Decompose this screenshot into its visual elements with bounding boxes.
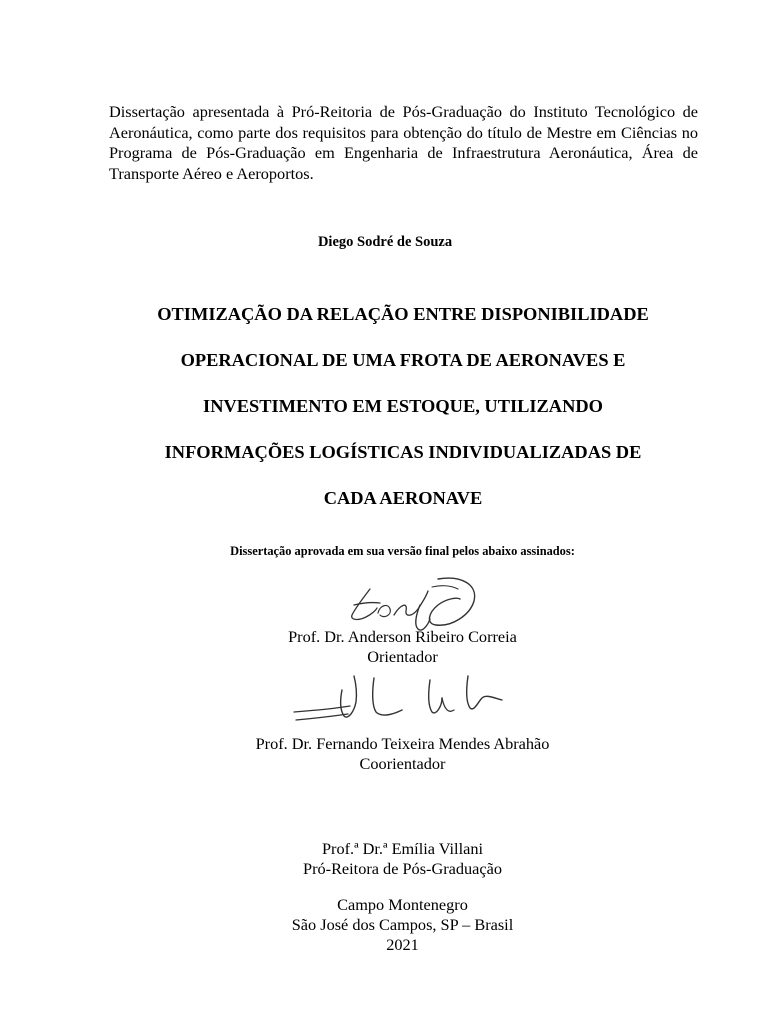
- signatory-role: Orientador: [367, 647, 438, 666]
- signatory-name: Prof. Dr. Fernando Teixeira Mendes Abrahão: [255, 734, 550, 753]
- title-line: INVESTIMENTO EM ESTOQUE, UTILIZANDO: [203, 396, 603, 416]
- city-country: São José dos Campos, SP – Brasil: [291, 915, 514, 934]
- signatory-name: Prof.ª Dr.ª Emília Villani: [321, 839, 483, 858]
- signatory-role: Coorientador: [359, 754, 446, 773]
- intro-paragraph: Dissertação apresentada à Pró-Reitoria de Pós-Graduação do Instituto Tecnológico de Aeronáutica, como parte dos requisitos para obtenção do título de Mestre em Ciências no Programa de Pós-Graduação em Engenharia de Infraestrutura Aeronáutica, Área de Transporte Aéreo e Aeroportos.: [109, 102, 698, 183]
- dissertation-title: [60, 301, 746, 531]
- author-name: Diego Sodré de Souza: [317, 234, 453, 250]
- year: 2021: [386, 935, 419, 954]
- signatory-name: Prof. Dr. Anderson Ribeiro Correia: [288, 627, 517, 646]
- approval-statement: Dissertação aprovada em sua versão final pelos abaixo assinados:: [230, 544, 575, 558]
- title-line: OPERACIONAL DE UMA FROTA DE AERONAVES E: [180, 350, 626, 370]
- location-block: [0, 895, 770, 955]
- title-line: OTIMIZAÇÃO DA RELAÇÃO ENTRE DISPONIBILIDADE: [157, 304, 649, 324]
- signatory-coadvisor: [0, 734, 770, 774]
- campus-name: Campo Montenegro: [337, 895, 468, 914]
- signatory-role: Pró-Reitora de Pós-Graduação: [303, 859, 502, 878]
- signature-abrahao-icon: [290, 672, 510, 730]
- title-line: INFORMAÇÕES LOGÍSTICAS INDIVIDUALIZADAS DE: [164, 442, 642, 462]
- signatory-advisor: [0, 627, 770, 667]
- signatory-pro-rector: [0, 839, 770, 879]
- title-line: CADA AERONAVE: [323, 488, 483, 508]
